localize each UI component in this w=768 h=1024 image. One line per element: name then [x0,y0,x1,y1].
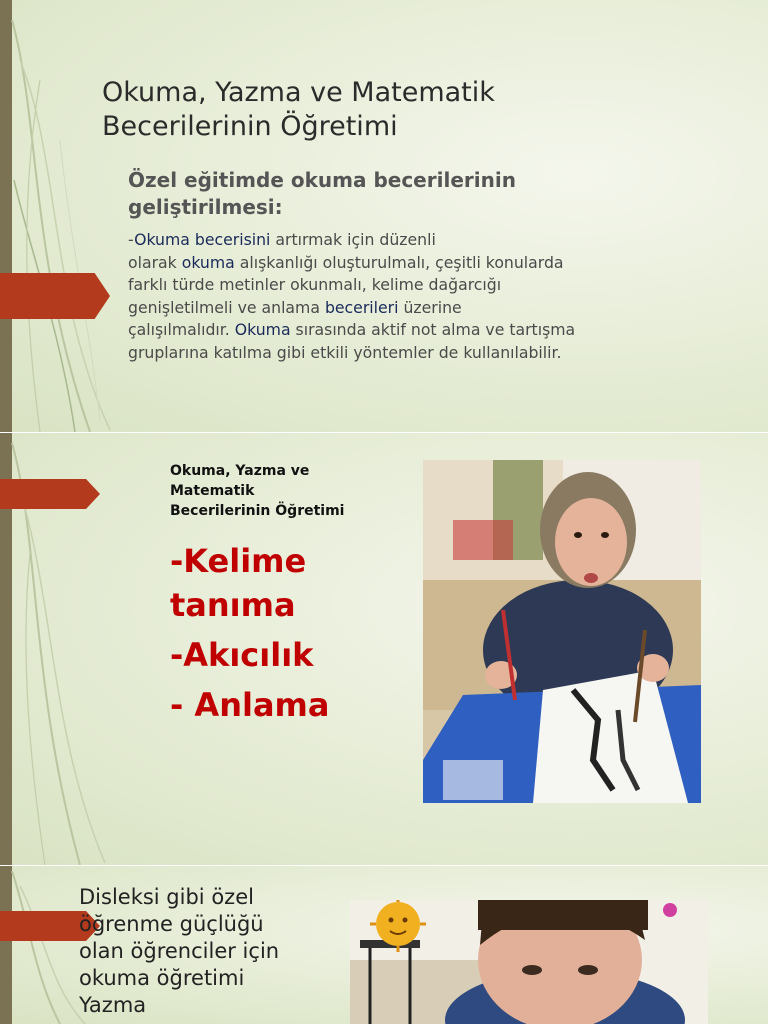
red-arrow-marker [0,479,100,509]
slide-1 [0,0,768,432]
slide-1-title: Okuma, Yazma ve Matematik Becerilerinin Öğretimi [102,77,495,142]
child-classroom-photo [350,900,708,1024]
skill-item-comprehension: - Anlama [170,686,330,724]
slide-2-title: Okuma, Yazma ve Matematik Becerilerinin Öğretimi [170,463,345,519]
body-line: olarak okuma alışkanlığı oluşturulmalı, çeşitli konularda [128,252,564,272]
body-line: genişletilmeli ve anlama becerileri üzerine [128,297,462,317]
body-line: çalışılmalıdır. Okuma sırasında aktif not alma ve tartışma [128,320,576,339]
slide-2 [0,433,768,865]
red-arrow-marker [0,273,110,319]
slide-3-text: Disleksi gibi özel öğrenme güçlüğü olan öğrenciler için okuma öğretimi Yazma [79,885,280,1017]
skill-item-word-recognition: -Kelime tanıma [170,542,307,624]
keyword-link[interactable]: okuma [181,252,235,272]
body-line: gruplarına katılma gibi etkili yöntemler de kullanılabilir. [128,342,562,362]
child-drawing-photo [423,460,701,803]
keyword-link[interactable]: becerileri [324,297,399,317]
skill-list [170,539,329,733]
slide-1-body-text [128,229,668,364]
body-line: -Okuma becerisini artırmak için düzenli [128,230,436,249]
keyword-link[interactable]: Okuma becerisini [134,230,271,249]
slide-3 [0,866,768,1024]
slide-1-subheading: Özel eğitimde okuma becerilerinin geliştirilmesi: [128,168,516,219]
body-line: farklı türde metinler okunmalı, kelime dağarcığı [128,275,502,294]
skill-item-fluency: -Akıcılık [170,636,314,674]
keyword-link[interactable]: Okuma [234,320,291,339]
grass-leaves-decoration [0,0,120,432]
